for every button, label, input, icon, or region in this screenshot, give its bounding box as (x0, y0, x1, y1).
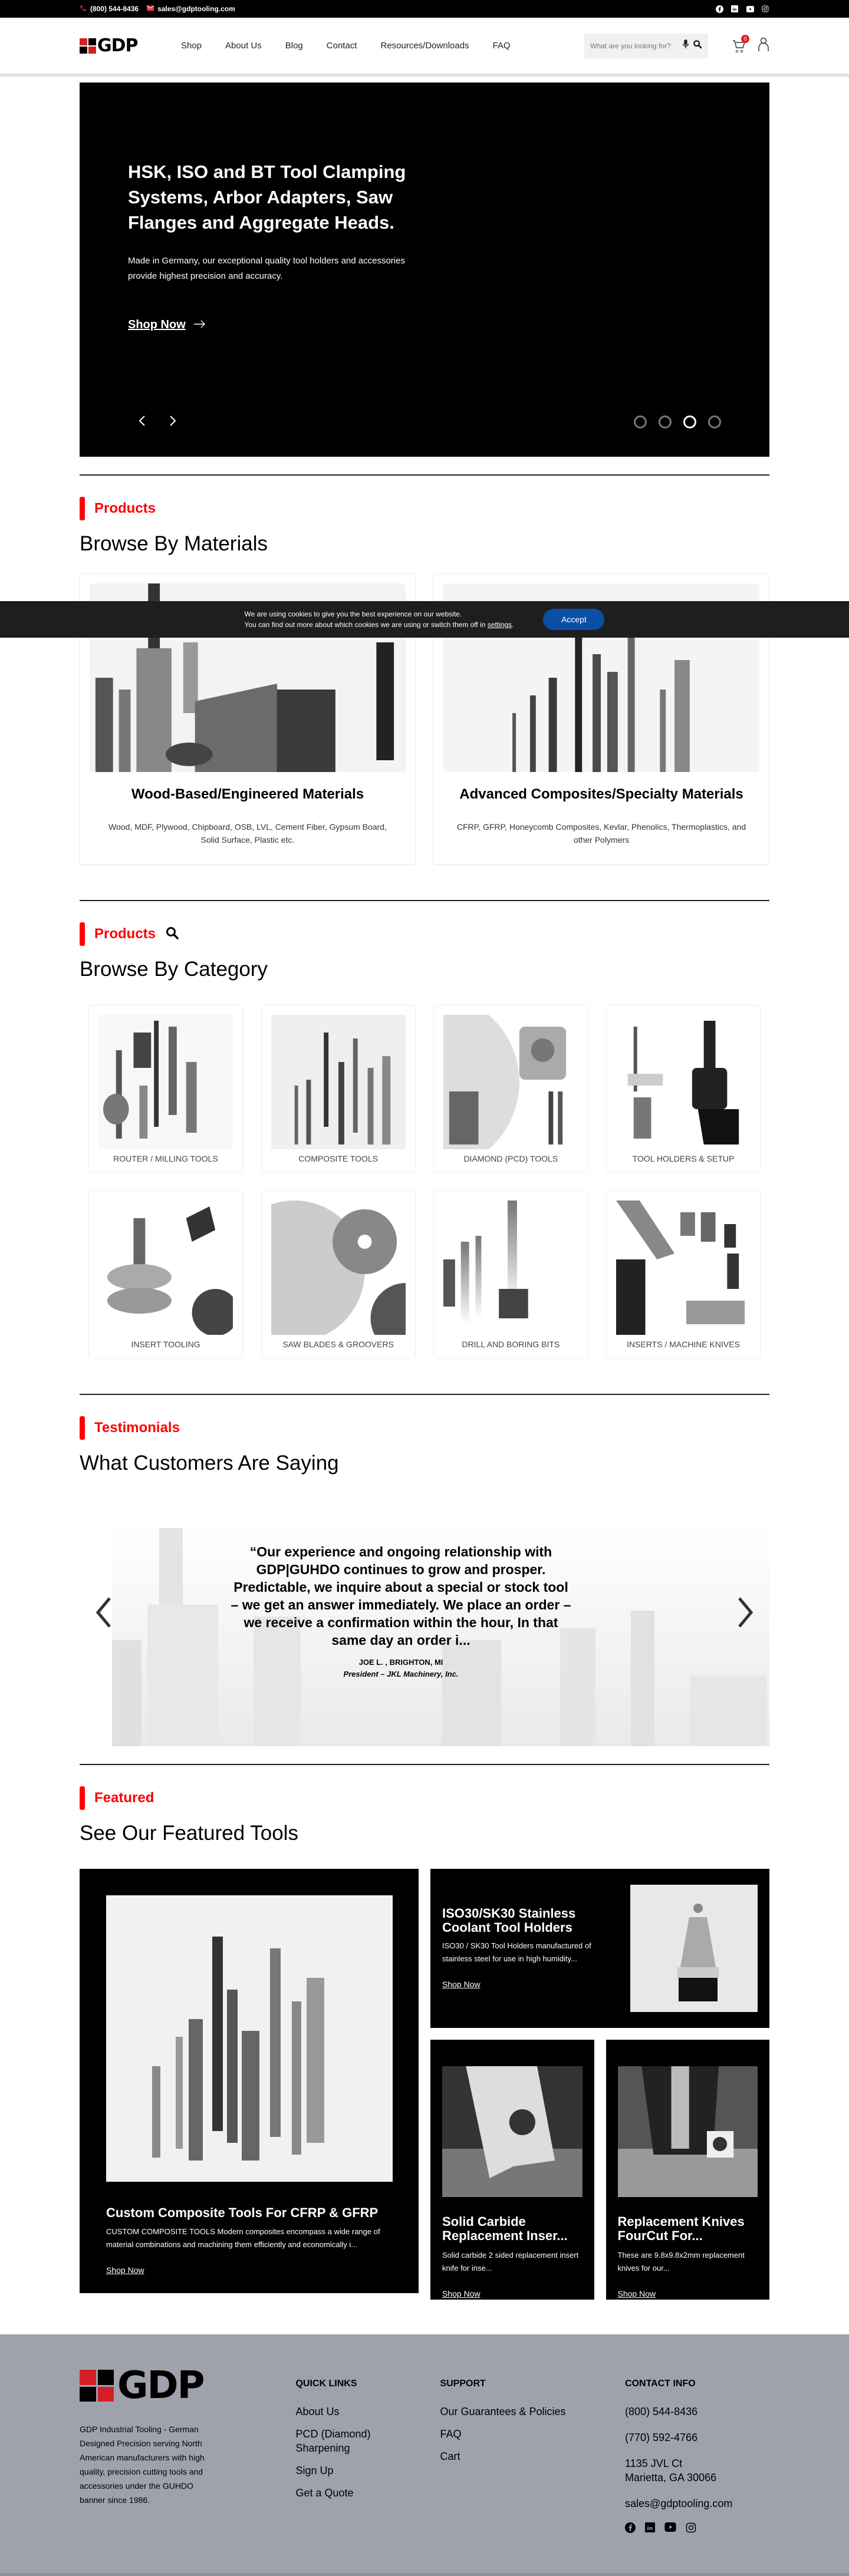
category-image (443, 1015, 578, 1149)
category-image (616, 1015, 751, 1149)
microphone-icon[interactable] (682, 39, 689, 52)
footer-phone-1[interactable]: (800) 544-8436 (625, 2406, 698, 2417)
section-divider (80, 1764, 769, 1765)
youtube-icon[interactable] (664, 2522, 676, 2536)
materials-section (80, 497, 769, 865)
category-card-composite-tools[interactable] (261, 1005, 416, 1173)
cookie-text: We are using cookies to give you the best experience on our website. You can find out more about which cookies we are using or switch them off in settings. (244, 610, 514, 629)
testimonial-prev-arrow[interactable] (94, 1596, 112, 1637)
tag-bar (80, 1786, 85, 1810)
main-nav (181, 41, 511, 51)
featured-title: Replacement Knives FourCut For... (617, 2214, 745, 2243)
category-label: COMPOSITE TOOLS (298, 1154, 379, 1163)
featured-shop-now-link[interactable]: Shop Now (442, 2289, 481, 2298)
instagram-icon[interactable] (761, 5, 769, 13)
footer-link-sign-up[interactable]: Sign Up (295, 2465, 334, 2476)
testimonial-author: JOE L. , BRIGHTON, MI (358, 1658, 443, 1667)
category-image (271, 1200, 406, 1335)
section-divider (80, 1394, 769, 1395)
instagram-icon[interactable] (686, 2522, 696, 2536)
footer-logo[interactable] (80, 2364, 295, 2407)
featured-card-small[interactable] (430, 2040, 594, 2300)
category-label: INSERTS / MACHINE KNIVES (627, 1340, 740, 1349)
tag-bar (80, 497, 85, 520)
categories-section (80, 922, 769, 1358)
footer-contact-info (625, 2367, 769, 2576)
featured-desc: CUSTOM COMPOSITE TOOLS Modern composites encompass a wide range of material combinations and machining them efficiently and economically i... (106, 2227, 380, 2249)
youtube-icon[interactable] (746, 5, 754, 13)
user-account-icon[interactable] (758, 37, 769, 55)
category-card-saw-blades[interactable] (261, 1190, 416, 1358)
featured-title: ISO30/SK30 Stainless Coolant Tool Holders (442, 1906, 576, 1935)
logo-mark (80, 38, 96, 54)
material-desc: Wood, MDF, Plywood, Chipboard, OSB, LVL, Cement Fiber, Gypsum Board, Solid Surface, Plastic etc. (108, 822, 387, 845)
footer-heading: CONTACT INFO (625, 2379, 696, 2389)
tag-bar (80, 1416, 85, 1440)
nav-about-us[interactable]: About Us (225, 41, 262, 51)
hero-shop-now-link[interactable] (128, 318, 206, 332)
footer-email[interactable]: sales@gdptooling.com (625, 2498, 733, 2509)
footer-phone-2[interactable]: (770) 592-4766 (625, 2432, 698, 2443)
mail-icon (147, 5, 154, 13)
section-title: See Our Featured Tools (80, 1822, 298, 1845)
category-card-tool-holders[interactable] (606, 1005, 761, 1173)
footer-link-get-quote[interactable]: Get a Quote (295, 2487, 354, 2499)
testimonial-slider (80, 1499, 769, 1746)
material-desc: CFRP, GFRP, Honeycomb Composites, Kevlar, Phenolics, Thermoplastics, and other Polymers (456, 822, 746, 845)
hero-shop-now-label: Shop Now (128, 318, 186, 331)
featured-shop-now-link[interactable]: Shop Now (106, 2265, 144, 2275)
category-label: INSERT TOOLING (131, 1340, 200, 1349)
footer-link-faq[interactable]: FAQ (440, 2428, 462, 2440)
testimonials-section (80, 1416, 769, 1746)
featured-shop-now-link[interactable]: Shop Now (617, 2289, 656, 2298)
featured-section (80, 1786, 769, 2298)
cookie-text-line2: You can find out more about which cookies we are using or switch them off in (244, 621, 488, 629)
hero-prev-arrow[interactable] (139, 413, 146, 431)
featured-image (106, 1895, 393, 2182)
section-tag-label: Products (94, 926, 156, 942)
featured-image (618, 2066, 758, 2197)
hero-dot-2[interactable] (659, 415, 672, 428)
topbar-phone[interactable] (80, 5, 139, 14)
footer-quick-links (295, 2367, 440, 2576)
linkedin-icon[interactable] (730, 5, 739, 13)
featured-card-wide[interactable] (430, 1869, 769, 2028)
material-title: Wood-Based/Engineered Materials (131, 786, 364, 802)
tag-bar (80, 922, 85, 946)
cart-icon (732, 46, 746, 56)
category-image (98, 1200, 233, 1335)
phone-icon (80, 5, 87, 14)
category-label: TOOL HOLDERS & SETUP (632, 1154, 735, 1163)
linkedin-icon[interactable] (645, 2522, 655, 2536)
facebook-icon[interactable] (625, 2522, 636, 2536)
featured-desc: These are 9.8x9.8x2mm replacement knives for our... (617, 2251, 745, 2272)
featured-title: Custom Composite Tools For CFRP & GFRP (106, 2205, 379, 2220)
search-icon[interactable] (693, 39, 702, 52)
section-tag-label: Featured (94, 1790, 154, 1806)
section-tag-label: Testimonials (94, 1420, 180, 1436)
topbar-email-text: sales@gdptooling.com (157, 5, 235, 13)
search-icon[interactable] (165, 926, 179, 943)
logo-text: GDP (97, 35, 138, 56)
footer-link-pcd-sharpening[interactable]: PCD (Diamond) Sharpening (295, 2428, 371, 2454)
search-input[interactable] (590, 42, 679, 50)
cookie-consent-bar (0, 601, 849, 638)
category-image (616, 1200, 751, 1335)
footer-link-cart[interactable]: Cart (440, 2450, 460, 2462)
category-card-insert-tooling[interactable] (88, 1190, 243, 1358)
featured-image (442, 2066, 583, 2197)
hero-slider (80, 83, 769, 457)
hero-dot-1[interactable] (634, 415, 647, 428)
nav-blog[interactable]: Blog (285, 41, 303, 51)
facebook-icon[interactable] (715, 5, 723, 13)
cart-count-badge: 0 (741, 35, 749, 43)
category-card-router-milling[interactable] (88, 1005, 243, 1173)
section-title: Browse By Materials (80, 532, 268, 555)
category-image (98, 1015, 233, 1149)
site-footer (0, 2334, 849, 2576)
footer-address-line1: 1135 JVL Ct (625, 2458, 683, 2469)
site-header (0, 18, 849, 77)
featured-title: Solid Carbide Replacement Inser... (442, 2214, 568, 2243)
testimonial-quote: “Our experience and ongoing relationship with GDP|GUHDO continues to grow and prosper. Predictable, we inquire about a special or stock tool – we get an answer immediately. We place an order – we receive a confirmation within the hour, In that same day an order i... (231, 1544, 571, 1648)
hero-description: Made in Germany, our exceptional quality tool holders and accessories provide highest precision and accuracy. (128, 256, 405, 281)
hero-dot-4[interactable] (708, 415, 721, 428)
search-box (584, 34, 708, 58)
footer-about-text: GDP Industrial Tooling - German Designed Precision serving North American manufacturers with high quality, precision cutting tools and accessories under the GUHDO banner since 1986. (80, 2425, 205, 2505)
featured-desc: Solid carbide 2 sided replacement insert knife for inse... (442, 2251, 579, 2272)
cookie-text-line1: We are using cookies to give you the best experience on our website. (244, 610, 462, 618)
nav-resources-downloads[interactable]: Resources/Downloads (380, 41, 469, 51)
hero-next-arrow[interactable] (169, 413, 176, 431)
footer-support (440, 2367, 625, 2576)
section-tag-label: Products (94, 500, 156, 516)
topbar-phone-text: (800) 544-8436 (90, 5, 139, 13)
category-image (271, 1015, 406, 1149)
nav-contact[interactable]: Contact (326, 41, 357, 51)
material-title: Advanced Composites/Specialty Materials (459, 786, 743, 802)
hero-pagination (634, 415, 721, 428)
featured-card-large[interactable] (80, 1869, 419, 2293)
nav-shop[interactable]: Shop (181, 41, 202, 51)
cookie-settings-link[interactable]: settings (487, 621, 512, 629)
footer-link-guarantees[interactable]: Our Guarantees & Policies (440, 2406, 566, 2417)
top-bar (0, 0, 849, 18)
hero-title: HSK, ISO and BT Tool Clamping Systems, Arbor Adapters, Saw Flanges and Aggregate Heads. (128, 161, 406, 233)
featured-image (630, 1885, 758, 2012)
category-image (443, 1200, 578, 1335)
logo-mark (80, 2370, 114, 2402)
nav-faq[interactable]: FAQ (492, 41, 511, 51)
cart-button[interactable] (732, 35, 747, 54)
category-card-drill-boring[interactable] (433, 1190, 588, 1358)
footer-link-about-us[interactable]: About Us (295, 2406, 340, 2417)
category-card-inserts-knives[interactable] (606, 1190, 761, 1358)
section-divider (80, 474, 769, 476)
arrow-right-icon (194, 318, 206, 332)
svg-text:in: in (647, 2525, 653, 2532)
topbar-email[interactable] (147, 5, 235, 13)
cookie-accept-button[interactable]: Accept (543, 609, 604, 630)
category-label: ROUTER / MILLING TOOLS (113, 1154, 218, 1163)
testimonial-role: President – JKL Machinery, Inc. (343, 1670, 459, 1678)
category-card-diamond-pcd[interactable] (433, 1005, 588, 1173)
testimonial-next-arrow[interactable] (737, 1596, 755, 1637)
footer-heading: SUPPORT (440, 2379, 486, 2389)
section-title: Browse By Category (80, 958, 268, 981)
category-label: DRILL AND BORING BITS (462, 1340, 560, 1349)
featured-shop-now-link[interactable]: Shop Now (442, 1980, 481, 1989)
hero-dot-3[interactable] (683, 415, 696, 428)
svg-text:in: in (732, 7, 737, 12)
logo[interactable] (80, 37, 152, 55)
category-label: DIAMOND (PCD) TOOLS (463, 1154, 558, 1163)
footer-heading: QUICK LINKS (295, 2379, 357, 2389)
logo-text: GDP (117, 2364, 204, 2407)
section-divider (80, 900, 769, 901)
section-title: What Customers Are Saying (80, 1452, 339, 1475)
featured-card-small[interactable] (606, 2040, 770, 2300)
featured-desc: ISO30 / SK30 Tool Holders manufactured of stainless steel for use in high humidity... (442, 1941, 591, 1963)
category-label: SAW BLADES & GROOVERS (282, 1340, 394, 1349)
footer-address-line2: Marietta, GA 30066 (625, 2472, 717, 2483)
